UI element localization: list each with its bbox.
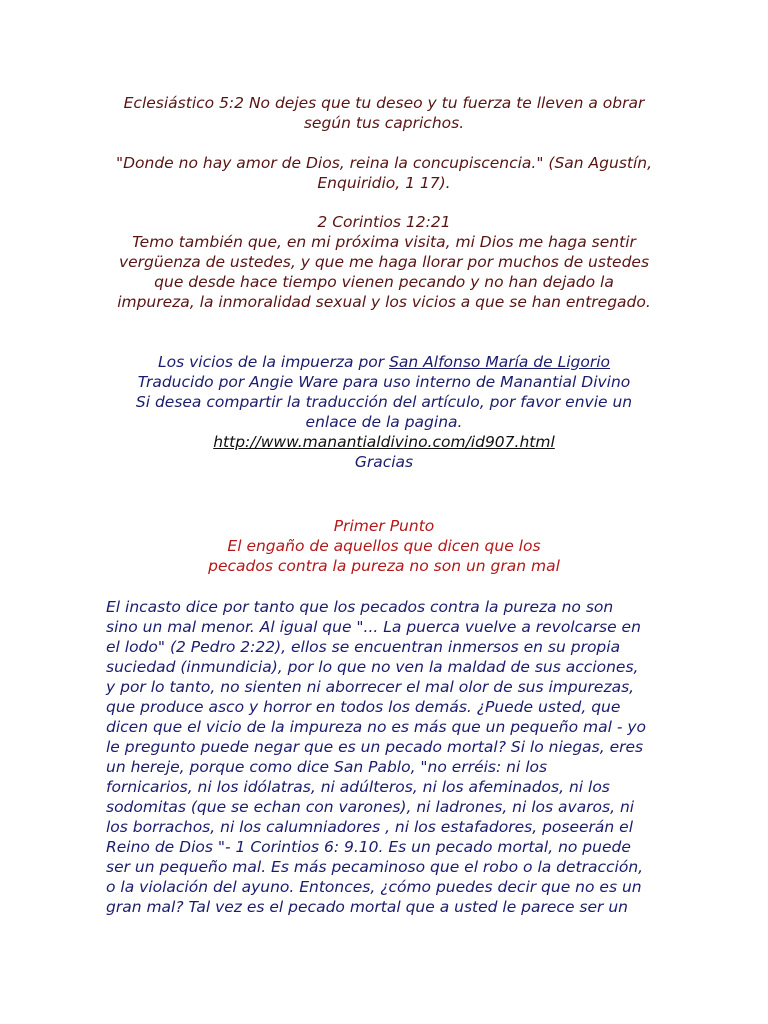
author-link[interactable]: San Alfonso María de Ligorio	[389, 353, 611, 371]
text-line: según tus caprichos.	[303, 114, 465, 132]
body-line: un hereje, porque como dice San Pablo, "no erréis: ni los	[106, 758, 548, 776]
body-line: los borrachos, ni los calumniadores , ni los estafadores, poseerán el	[106, 818, 634, 836]
text-line: que desde hace tiempo vienen pecando y no han dejado la	[154, 273, 614, 291]
body-line: gran mal? Tal vez es el pecado mortal que a usted le parece ser un	[106, 898, 628, 916]
text-line: Enquiridio, 1 17).	[317, 174, 451, 192]
text-line: Eclesiástico 5:2 No dejes que tu deseo y tu fuerza te lleven a obrar	[123, 94, 645, 112]
body-line: suciedad (inmundicia), por lo que no ven la maldad de sus acciones,	[106, 658, 639, 676]
agustin-quote	[96, 153, 672, 193]
text-line: "Donde no hay amor de Dios, reina la concupiscencia." (San Agustín,	[115, 154, 653, 172]
section-heading-block	[96, 516, 672, 576]
credits	[96, 352, 672, 472]
text-line: vergüenza de ustedes, y que me haga llorar por muchos de ustedes	[118, 253, 650, 271]
section-subtitle: El engaño de aquellos que dicen que los	[227, 537, 541, 555]
thanks-text: Gracias	[354, 453, 414, 471]
credits-title	[96, 352, 672, 372]
ecclesiastico-quote	[96, 93, 672, 133]
section-heading: Primer Punto	[333, 517, 435, 535]
url-line	[96, 432, 672, 452]
body-line: ser un pequeño mal. Es más pecaminoso que el robo o la detracción,	[106, 858, 644, 876]
source-url-link[interactable]: http://www.manantialdivino.com/id907.html	[213, 433, 555, 451]
verse-reference: 2 Corintios 12:21	[317, 213, 451, 231]
body-line: Reino de Dios "- 1 Corintios 6: 9.10. Es un pecado mortal, no puede	[106, 838, 631, 856]
body-line: le pregunto puede negar que es un pecado mortal? Si lo niegas, eres	[106, 738, 644, 756]
share-note: enlace de la pagina.	[305, 413, 463, 431]
body-line: que produce asco y horror en todos los demás. ¿Puede usted, que	[106, 698, 621, 716]
body-line: dicen que el vicio de la impureza no es más que un pequeño mal - yo	[106, 718, 647, 736]
body-line: sino un mal menor. Al igual que "... La puerca vuelve a revolcarse en	[106, 618, 641, 636]
credits-title-prefix: Los vicios de la impuerza por	[157, 353, 390, 371]
body-paragraph	[106, 597, 666, 917]
section-subtitle: pecados contra la pureza no son un gran mal	[208, 557, 560, 575]
text-line: impureza, la inmoralidad sexual y los vicios a que se han entregado.	[117, 293, 651, 311]
body-line: sodomitas (que se echan con varones), ni ladrones, ni los avaros, ni	[106, 798, 635, 816]
translated-by: Traducido por Angie Ware para uso interno de Manantial Divino	[137, 373, 631, 391]
corintios-quote	[96, 212, 672, 312]
body-line: el lodo" (2 Pedro 2:22), ellos se encuentran inmersos en su propia	[106, 638, 621, 656]
share-note: Si desea compartir la traducción del artículo, por favor envie un	[135, 393, 633, 411]
body-line: El incasto dice por tanto que los pecados contra la pureza no son	[106, 598, 614, 616]
body-line: y por lo tanto, no sienten ni aborrecer el mal olor de sus impurezas,	[106, 678, 635, 696]
text-line: Temo también que, en mi próxima visita, mi Dios me haga sentir	[132, 233, 636, 251]
body-line: o la violación del ayuno. Entonces, ¿cómo puedes decir que no es un	[106, 878, 642, 896]
body-line: fornicarios, ni los idólatras, ni adúlteros, ni los afeminados, ni los	[106, 778, 610, 796]
